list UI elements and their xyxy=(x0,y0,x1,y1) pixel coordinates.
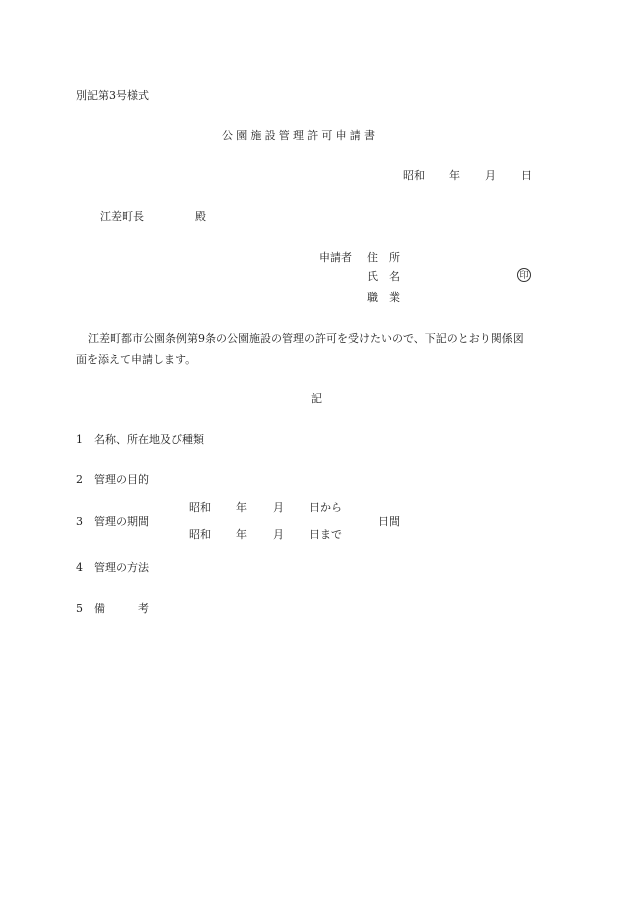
item-4-number: 4 xyxy=(76,561,83,574)
period-total-days: 日間 xyxy=(378,515,400,528)
item-3-label: 管理の期間 xyxy=(94,515,149,528)
item-5-label: 備 考 xyxy=(94,602,149,615)
addressee-honorific: 殿 xyxy=(195,210,206,223)
item-5-number: 5 xyxy=(76,602,83,615)
date-day: 日 xyxy=(521,169,532,182)
item-3-number: 3 xyxy=(76,515,83,528)
item-2-number: 2 xyxy=(76,473,83,486)
seal-mark: 印 xyxy=(517,268,531,282)
period-from-year: 年 xyxy=(236,501,247,514)
period-to-month: 月 xyxy=(273,528,284,541)
period-from-day: 日から xyxy=(309,501,342,514)
ki-heading: 記 xyxy=(311,392,322,405)
name-label: 氏 名 xyxy=(367,270,400,283)
item-1-number: 1 xyxy=(76,433,83,446)
form-reference: 別記第3号様式 xyxy=(76,89,149,102)
date-era: 昭和 xyxy=(403,169,425,182)
period-to-era: 昭和 xyxy=(189,528,211,541)
item-4-label: 管理の方法 xyxy=(94,561,149,574)
body-line-2: 面を添えて申請します。 xyxy=(76,353,197,366)
applicant-label: 申請者 xyxy=(319,251,352,264)
item-2-label: 管理の目的 xyxy=(94,473,149,486)
period-from-month: 月 xyxy=(273,501,284,514)
occupation-label: 職 業 xyxy=(367,291,400,304)
address-label: 住 所 xyxy=(367,251,400,264)
addressee-name: 江差町長 xyxy=(100,210,144,223)
period-to-year: 年 xyxy=(236,528,247,541)
body-line-1: 江差町都市公園条例第9条の公園施設の管理の許可を受けたいので、下記のとおり関係図 xyxy=(88,332,524,345)
period-from-era: 昭和 xyxy=(189,501,211,514)
period-to-day: 日まで xyxy=(309,528,342,541)
date-year: 年 xyxy=(449,169,460,182)
date-month: 月 xyxy=(485,169,496,182)
document-title: 公園施設管理許可申請書 xyxy=(222,129,379,142)
item-1-label: 名称、所在地及び種類 xyxy=(94,433,204,446)
